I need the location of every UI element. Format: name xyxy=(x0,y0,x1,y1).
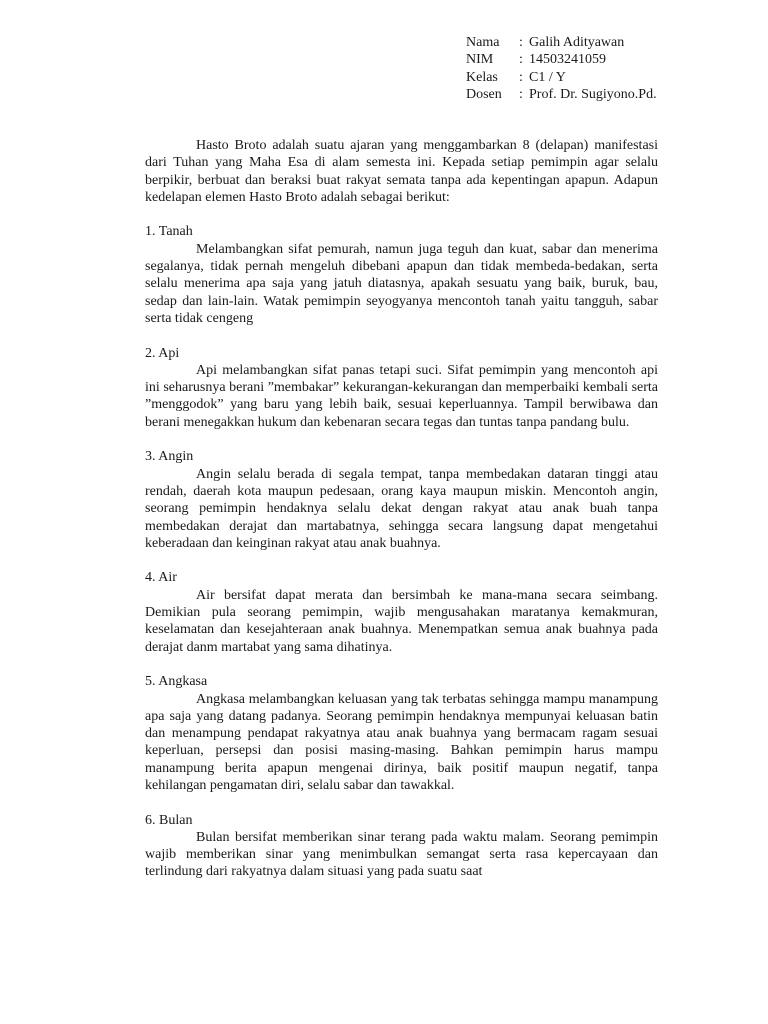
identity-label: NIM xyxy=(466,52,494,68)
intro-paragraph: Hasto Broto adalah suatu ajaran yang menggambarkan 8 (delapan) manifestasi dari Tuhan yang Maha Esa di alam semesta ini. Kepada setiap pemimpin agar selalu berpikir, berbuat dan beraksi buat rakyat semata tanpa ada kepentingan apapun. Adapun kedelapan elemen Hasto Broto adalah sebagai berikut: xyxy=(145,138,658,205)
section-angin xyxy=(145,448,658,552)
section-bulan xyxy=(145,812,658,881)
section-heading: 5. Angkasa xyxy=(145,674,208,690)
identity-row-name xyxy=(466,34,657,51)
section-paragraph: Bulan bersifat memberikan sinar terang pada waktu malam. Seorang pemimpin wajib memberikan sinar yang menimbulkan semangat serta rasa kepercayaan dan terlindung dari rakyatnya dalam situasi yang pada suatu saat xyxy=(145,829,658,880)
identity-separator: : xyxy=(519,86,523,102)
section-heading: 3. Angin xyxy=(145,449,194,465)
section-paragraph: Api melambangkan sifat panas tetapi suci. Sifat pemimpin yang mencontoh api ini seharusnya berani ”membakar” kekurangan-kekurangan dan memperbaiki kembali serta ”menggodok” yang baru yang lebih baik, sesuai keperluannya. Tampil berwibawa dan berani menegakkan hukum dan kebenaran secara tegas dan tuntas tanpa pandang bulu. xyxy=(145,362,658,430)
identity-separator: : xyxy=(519,69,523,85)
section-heading: 2. Api xyxy=(145,345,180,361)
section-angkasa xyxy=(145,673,658,794)
section-paragraph: Angin selalu berada di segala tempat, tanpa membedakan dataran tinggi atau rendah, daerah kota maupun pedesaan, orang kaya maupun miskin. Mencontoh angin, seorang pemimpin hendaknya selalu dekat dengan rakyat atau anak buah tanpa membedakan derajat dan martabatnya, sehingga secara langsung dapat mengetahui keberadaan dan keinginan rakyat atau anak buahnya. xyxy=(145,466,658,551)
document-body xyxy=(145,137,658,881)
identity-label: Dosen xyxy=(466,86,502,102)
student-identity-block xyxy=(466,34,657,103)
identity-value: Prof. Dr. Sugiyono.Pd. xyxy=(529,86,657,102)
section-paragraph: Air bersifat dapat merata dan bersimbah ke mana-mana secara seimbang. Demikian pula seorang pemimpin, wajib mengusahakan maratanya kemakmuran, keselamatan dan kesejahteraan anak buahnya. Menempatkan semua anak buahnya pada derajat danm martabat yang sama dihatinya. xyxy=(145,587,658,655)
section-heading: 6. Bulan xyxy=(145,812,193,828)
section-heading: 4. Air xyxy=(145,570,177,586)
section-paragraph: Angkasa melambangkan keluasan yang tak terbatas sehingga mampu manampung apa saja yang datang padanya. Seorang pemimpin hendaknya mempunyai keluasan batin dan menampung pendapat rakyatnya atau anak buahnya yang bermacam ragam sesuai keperluan, persepsi dan posisi masing-masing. Bahkan pemimpin harus mampu manampung berita apapun mengenai dirinya, baik positif maupun negatif, tanpa kehilangan pengamatan diri, selalu sabar dan tawakkal. xyxy=(145,691,658,793)
identity-value: Galih Adityawan xyxy=(529,35,625,50)
identity-row-class xyxy=(466,69,657,86)
identity-value: 14503241059 xyxy=(529,52,606,68)
identity-separator: : xyxy=(519,35,523,50)
identity-row-nim xyxy=(466,51,657,68)
section-air xyxy=(145,569,658,655)
section-paragraph: Melambangkan sifat pemurah, namun juga teguh dan kuat, sabar dan menerima segalanya, tidak pernah mengeluh dibebani apapun dan tidak membeda-bedakan, serta selalu menerima apa saja yang jatuh diatasnya, apakah sesuatu yang baik, buruk, bau, sedap dan lain-lain. Watak pemimpin seyogyanya mencontoh tanah yaitu tangguh, sabar serta tidak cengeng xyxy=(145,241,658,326)
identity-row-lecturer xyxy=(466,86,657,103)
section-tanah xyxy=(145,223,658,327)
identity-value: C1 / Y xyxy=(529,69,566,85)
section-heading: 1. Tanah xyxy=(145,224,193,240)
identity-separator: : xyxy=(519,52,523,68)
section-api xyxy=(145,345,658,431)
identity-label: Nama xyxy=(466,35,500,50)
identity-label: Kelas xyxy=(466,69,498,85)
